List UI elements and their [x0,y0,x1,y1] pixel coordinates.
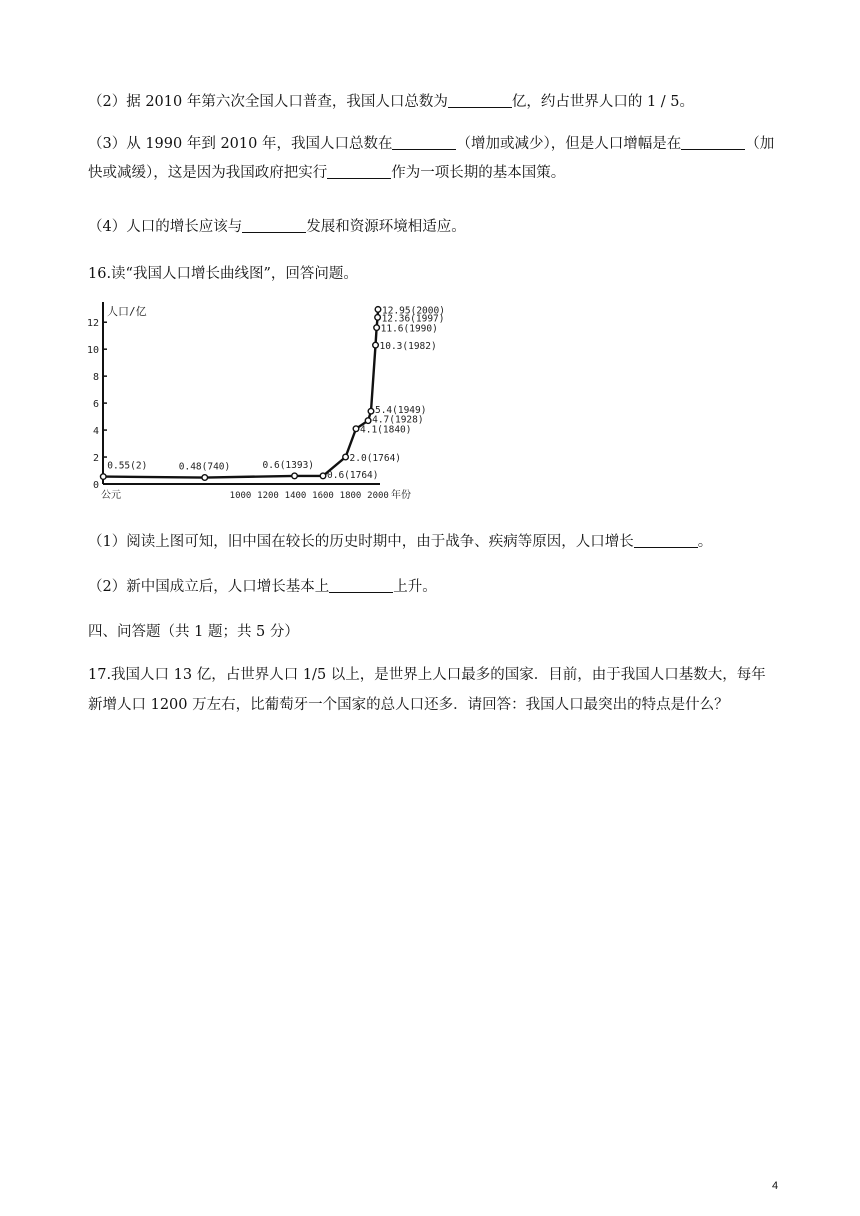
data-label: 0.6(1393) [262,459,315,471]
data-label: 5.4(1949) [374,405,427,417]
q15-part4-prefix: （4）人口的增长应该与 [88,219,243,235]
section4-heading: 四、问答题（共 1 题；共 5 分） [88,624,299,640]
x-tick-label: 1400 [284,491,307,501]
q16-part1-suffix: 。 [697,534,713,550]
answer-blank[interactable] [242,218,306,234]
data-label: 12.95(2000) [382,305,445,317]
data-point [202,475,208,481]
answer-blank[interactable] [329,578,393,594]
data-label: 2.0(1764) [349,453,402,465]
answer-blank[interactable] [392,135,456,151]
data-label: 4.1(1840) [360,424,412,436]
y-tick-label: 10 [86,345,99,357]
y-tick-label: 6 [92,399,99,411]
data-label: 4.7(1928) [372,414,424,426]
answer-blank[interactable] [327,164,391,180]
q16-part1 [88,530,712,551]
data-point [365,418,371,424]
x-axis-label: 年份 [391,490,411,501]
q15-part2 [88,90,694,111]
answer-blank[interactable] [634,533,698,549]
data-label: 0.48(740) [178,461,231,473]
q15-part2-prefix: （2）据 2010 年第六次全国人口普查，我国人口总数为 [88,94,448,110]
answer-blank[interactable] [448,93,512,109]
data-label: 10.3(1982) [379,341,437,353]
q15-part3 [88,130,778,188]
y-tick-label: 0 [92,480,99,491]
data-point [375,315,381,321]
q16-part1-prefix: （1）阅读上图可知，旧中国在较长的历史时期中，由于战争、疾病等原因，人口增长 [88,534,634,550]
q15-part3-text-d: 作为一项长期的基本国策。 [391,165,566,181]
x-tick-label: 1000 [229,491,252,501]
page-number: 4 [772,1180,779,1192]
x-tick-label: 1200 [257,491,279,501]
q15-part4 [88,215,466,236]
x-tick-label: 2000 [367,491,389,501]
q17-text: 17.我国人口 13 亿，占世界人口 1/5 以上，是世界上人口最多的国家．目前，由于我国人口基数大，每年新增人口 1200 万左右，比葡萄牙一个国家的总人口还多．请回答：我国人口最突出的特点是什么？ [88,667,766,713]
data-label: 11.6(1990) [380,323,438,335]
data-label: 12.36(1997) [381,313,445,325]
q16-part2 [88,575,437,596]
q15-part3-text-a: （3）从 1990 年到 2010 年，我国人口总数在 [88,136,393,152]
x-tick-label: 1600 [312,491,334,501]
data-label: 0.6(1764) [327,469,379,481]
population-growth-chart [86,296,456,508]
data-point [353,426,359,432]
y-axis-label: 人口/亿 [107,305,147,318]
data-point [368,408,374,414]
q15-part2-suffix: 亿，约占世界人口的 1 / 5。 [511,94,695,110]
data-point [100,474,106,480]
data-point [343,454,349,460]
data-label: 0.55(2) [107,460,148,472]
answer-blank[interactable] [681,135,745,151]
q15-part3-text-b: （增加或减少），但是人口增幅是在 [456,136,682,152]
q15-part4-suffix: 发展和资源环境相适应。 [306,219,466,235]
q16-part2-suffix: 上升。 [393,579,437,595]
y-tick-label: 12 [86,318,99,330]
q16-part2-prefix: （2）新中国成立后，人口增长基本上 [88,579,330,595]
data-point [292,473,298,479]
y-tick-label: 4 [92,426,99,438]
q15-part3-text-c: （加快或减缓），这是因为我国政府把实行 [88,136,775,181]
x-origin-label: 公元 [101,490,121,501]
x-tick-label: 1800 [339,491,362,501]
y-tick-label: 2 [92,453,99,465]
data-point [320,473,326,479]
data-point [373,342,379,348]
y-tick-label: 8 [92,372,99,384]
data-point [375,307,381,313]
q16-stem: 16.读“我国人口增长曲线图”，回答问题。 [88,266,358,282]
population-series-line [103,309,378,477]
data-point [374,325,380,331]
